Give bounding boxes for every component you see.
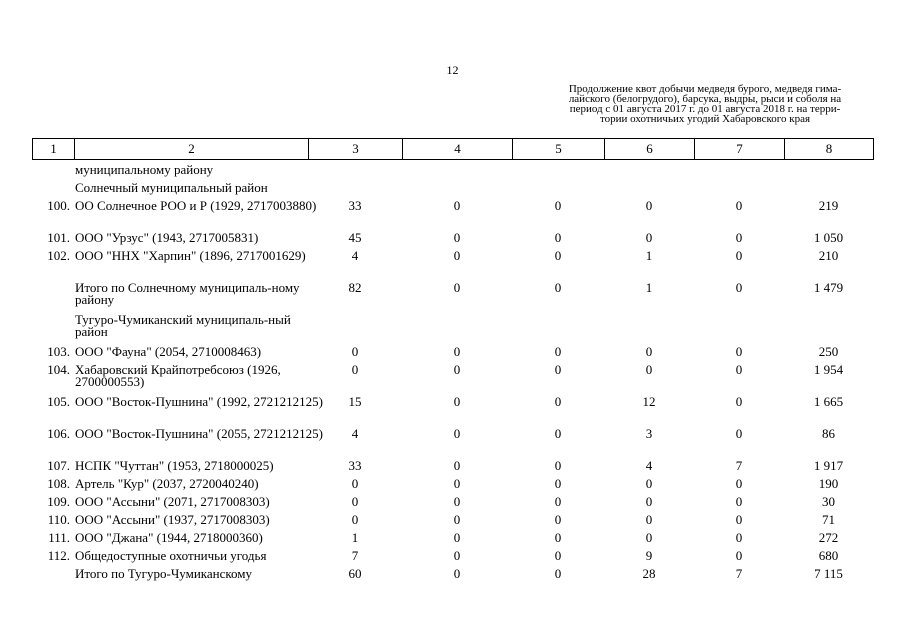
- cell-value: 0: [735, 426, 743, 441]
- cell-value: 86: [822, 426, 835, 441]
- cell-value: 0: [453, 426, 461, 441]
- cell-value: 0: [453, 476, 461, 491]
- table-row: [32, 364, 873, 396]
- section-label: Тугуро-Чумиканский муниципаль-ный район: [75, 312, 291, 339]
- row-number: 111.: [48, 530, 70, 545]
- quota-table-body: [32, 164, 873, 586]
- cell-value: 1 917: [813, 458, 844, 473]
- cell-value: 71: [822, 512, 835, 527]
- cell-value: 0: [351, 512, 359, 527]
- cell-value: 7: [351, 548, 359, 563]
- cell-value: 1 954: [813, 362, 844, 377]
- cell-value: 0: [554, 426, 562, 441]
- caption-line: период с 01 августа 2017 г. до 01 августа 2018 г. на терри-: [569, 103, 841, 115]
- row-name: Хабаровский Крайпотребсоюз (1926, 2700000553): [75, 362, 281, 389]
- subtotal-row: [32, 282, 873, 314]
- cell-value: 0: [453, 494, 461, 509]
- cell-value: 0: [554, 512, 562, 527]
- cell-value: 0: [735, 512, 743, 527]
- cell-value: 0: [645, 530, 653, 545]
- cell-value: 250: [818, 344, 839, 359]
- cell-value: 0: [735, 280, 743, 295]
- row-name: Итого по Солнечному муниципаль-ному району: [75, 280, 300, 307]
- cell-value: 0: [453, 362, 461, 377]
- row-number: 108.: [47, 476, 70, 491]
- cell-value: 0: [645, 362, 653, 377]
- section-label-row: [32, 314, 873, 346]
- cell-value: 60: [348, 566, 362, 581]
- row-name: НСПК "Чуттан" (1953, 2718000025): [75, 458, 274, 473]
- cell-value: 0: [645, 230, 653, 245]
- cell-value: 210: [818, 248, 839, 263]
- cell-value: 28: [642, 566, 656, 581]
- cell-value: 190: [818, 476, 839, 491]
- cell-value: 1 050: [813, 230, 844, 245]
- column-header: 7: [695, 139, 785, 160]
- cell-value: 0: [645, 512, 653, 527]
- cell-value: 0: [351, 476, 359, 491]
- cell-value: 0: [735, 230, 743, 245]
- cell-value: 9: [645, 548, 653, 563]
- row-name: Общедоступные охотничьи угодья: [75, 548, 267, 563]
- cell-value: 0: [554, 394, 562, 409]
- column-header: 1: [33, 139, 75, 160]
- cell-value: 0: [453, 230, 461, 245]
- row-number: 101.: [47, 230, 70, 245]
- row-name: ООО "Восток-Пушнина" (2055, 2721212125): [75, 426, 323, 441]
- column-header: 6: [605, 139, 695, 160]
- cell-value: 0: [554, 458, 562, 473]
- table-row: [32, 396, 873, 428]
- column-header: 4: [403, 139, 513, 160]
- cell-value: 0: [453, 198, 461, 213]
- cell-value: 0: [554, 344, 562, 359]
- cell-value: 0: [554, 494, 562, 509]
- cell-value: 680: [818, 548, 839, 563]
- row-name: Итого по Тугуро-Чумиканскому: [75, 566, 253, 581]
- cell-value: 0: [351, 344, 359, 359]
- row-name: ООО "Фауна" (2054, 2710008463): [75, 344, 262, 359]
- cell-value: 0: [554, 198, 562, 213]
- cell-value: 1: [645, 248, 653, 263]
- cell-value: 1 665: [813, 394, 844, 409]
- row-number: 110.: [47, 512, 70, 527]
- row-name: ООО "Джана" (1944, 2718000360): [75, 530, 263, 545]
- cell-value: 30: [822, 494, 835, 509]
- row-name: ООО "ННХ "Харпин" (1896, 2717001629): [75, 248, 306, 263]
- table-caption: [527, 84, 883, 124]
- row-number: 107.: [47, 458, 70, 473]
- row-name: ООО "Ассыни" (1937, 2717008303): [75, 512, 270, 527]
- cell-value: 0: [453, 548, 461, 563]
- cell-value: 219: [818, 198, 839, 213]
- row-name: ООО "Урзус" (1943, 2717005831): [75, 230, 259, 245]
- cell-value: 0: [554, 548, 562, 563]
- section-label: Солнечный муниципальный район: [75, 180, 268, 195]
- cell-value: 0: [735, 394, 743, 409]
- row-number: 112.: [47, 548, 70, 563]
- cell-value: 0: [453, 280, 461, 295]
- cell-value: 12: [642, 394, 656, 409]
- row-number: 105.: [47, 394, 70, 409]
- row-name: ООО "Восток-Пушнина" (1992, 2721212125): [75, 394, 323, 409]
- cell-value: 0: [554, 362, 562, 377]
- cell-value: 45: [348, 230, 362, 245]
- row-number: 106.: [47, 426, 70, 441]
- cell-value: 1: [351, 530, 359, 545]
- page-number: 12: [446, 63, 459, 77]
- cell-value: 0: [735, 476, 743, 491]
- cell-value: 0: [735, 548, 743, 563]
- column-header: 3: [309, 139, 403, 160]
- column-header-row: [33, 139, 874, 160]
- cell-value: 4: [351, 426, 359, 441]
- row-name: ООО "Ассыни" (2071, 2717008303): [75, 494, 270, 509]
- column-header-table: [32, 138, 874, 160]
- cell-value: 82: [348, 280, 362, 295]
- cell-value: 4: [351, 248, 359, 263]
- cell-value: 7 115: [814, 566, 843, 581]
- cell-value: 7: [735, 566, 743, 581]
- column-header: 2: [75, 139, 309, 160]
- cell-value: 0: [645, 494, 653, 509]
- cell-value: 0: [645, 344, 653, 359]
- cell-value: 7: [735, 458, 743, 473]
- cell-value: 0: [554, 566, 562, 581]
- cell-value: 4: [645, 458, 653, 473]
- cell-value: 33: [348, 458, 362, 473]
- row-number: 103.: [47, 344, 70, 359]
- row-name: Артель "Кур" (2037, 2720040240): [75, 476, 259, 491]
- cell-value: 0: [453, 566, 461, 581]
- cell-value: 0: [453, 458, 461, 473]
- cell-value: 1 479: [813, 280, 844, 295]
- cell-value: 0: [735, 530, 743, 545]
- cell-value: 3: [645, 426, 653, 441]
- cell-value: 0: [453, 344, 461, 359]
- cell-value: 0: [735, 248, 743, 263]
- row-number: 100.: [47, 198, 70, 213]
- caption-line: тории охотничьих угодий Хабаровского края: [599, 113, 811, 125]
- cell-value: 0: [735, 344, 743, 359]
- caption-line: лайского (белогрудого), барсука, выдры, рыси и соболя на: [568, 93, 842, 105]
- column-header: 5: [513, 139, 605, 160]
- row-number: 104.: [47, 362, 70, 377]
- cell-value: 272: [818, 530, 839, 545]
- row-number: 102.: [47, 248, 70, 263]
- table-row: [32, 428, 873, 460]
- cell-value: 0: [554, 530, 562, 545]
- row-name: ОО Солнечное РОО и Р (1929, 2717003880): [75, 198, 317, 213]
- cell-value: 0: [735, 198, 743, 213]
- cell-value: 0: [453, 248, 461, 263]
- subtotal-row: [32, 568, 873, 586]
- cell-value: 1: [645, 280, 653, 295]
- cell-value: 0: [735, 494, 743, 509]
- cell-value: 0: [554, 230, 562, 245]
- column-header: 8: [785, 139, 874, 160]
- cell-value: 0: [554, 280, 562, 295]
- row-number: 109.: [47, 494, 70, 509]
- cell-value: 0: [645, 198, 653, 213]
- table-row: [32, 200, 873, 232]
- section-label: муниципальному району: [75, 162, 214, 177]
- cell-value: 15: [348, 394, 362, 409]
- cell-value: 0: [554, 476, 562, 491]
- cell-value: 0: [351, 494, 359, 509]
- cell-value: 0: [453, 512, 461, 527]
- table-row: [32, 250, 873, 282]
- cell-value: 0: [453, 530, 461, 545]
- cell-value: 0: [645, 476, 653, 491]
- cell-value: 0: [735, 362, 743, 377]
- cell-value: 0: [453, 394, 461, 409]
- cell-value: 33: [348, 198, 362, 213]
- caption-line: Продолжение квот добычи медведя бурого, медведя гима-: [568, 83, 842, 95]
- cell-value: 0: [554, 248, 562, 263]
- cell-value: 0: [351, 362, 359, 377]
